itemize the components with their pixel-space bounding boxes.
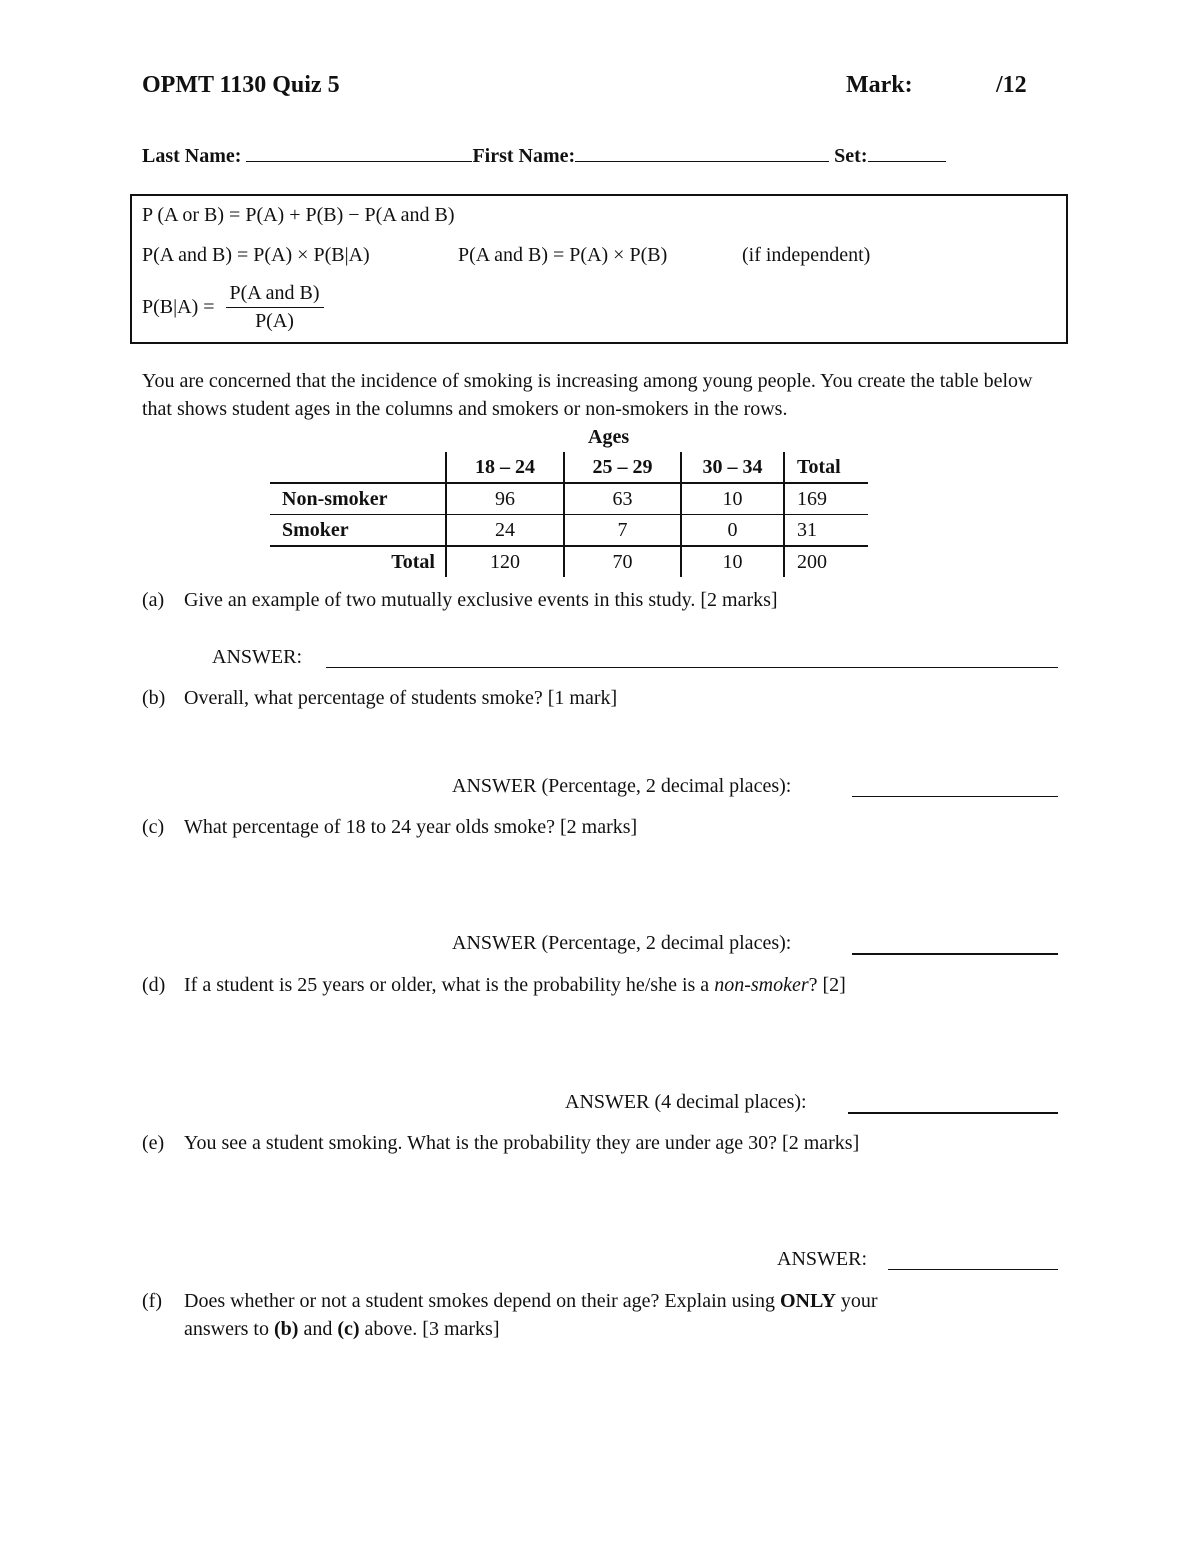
name-line [142,143,946,168]
answer-c-label: ANSWER (Percentage, 2 decimal places): [452,932,792,954]
answer-b-field[interactable] [852,796,1058,797]
quiz-title: OPMT 1130 Quiz 5 [142,72,340,98]
question-text-line1 [184,1290,878,1313]
set-label: Set: [834,145,868,167]
question-emphasis: non-smoker [714,974,809,996]
table-cell: 24 [446,515,564,547]
question-text-part: ? [2] [808,974,846,996]
last-name-field[interactable] [246,143,472,162]
question-label: (e) [142,1132,165,1154]
table-row [270,515,868,547]
table-header-cell: Total [784,452,868,483]
question-text-part: Does whether or not a student smokes depend on their age? Explain using [184,1290,780,1312]
question-text: You see a student smoking. What is the probability they are under age 30? [2 marks] [184,1132,860,1154]
formula-and-rule: P(A and B) = P(A) × P(B|A) [142,244,370,266]
table-header-cell: 18 – 24 [446,452,564,483]
table-cell: 200 [784,546,868,577]
last-name-label: Last Name: [142,145,242,167]
answer-d-label: ANSWER (4 decimal places): [565,1091,807,1113]
question-label: (b) [142,687,166,709]
formula-and-independent: P(A and B) = P(A) × P(B) [458,244,668,266]
formula-box [130,194,1068,344]
question-reference-c: (c) [337,1318,360,1340]
question-text-line2 [184,1318,499,1341]
question-text-part: and [298,1318,338,1340]
table-header-cell: 30 – 34 [681,452,784,483]
conditional-lhs: P(B|A) = [142,296,215,318]
question-text: Overall, what percentage of students smoke? [1 mark] [184,687,618,709]
intro-paragraph: You are concerned that the incidence of smoking is increasing among young people. You create the table below that shows student ages in the columns and smokers or non-smokers in the rows. [142,370,1033,420]
contingency-table [270,452,868,577]
question-label: (c) [142,816,165,838]
question-text [184,974,846,997]
table-header-cell [270,452,446,483]
table-cell: 7 [564,515,681,547]
question-label: (a) [142,589,165,611]
question-text: What percentage of 18 to 24 year olds smoke? [2 marks] [184,816,638,838]
answer-b-label: ANSWER (Percentage, 2 decimal places): [452,775,792,797]
formula-or-rule: P (A or B) = P(A) + P(B) − P(A and B) [142,204,455,226]
answer-e-field[interactable] [888,1269,1058,1270]
table-cell: 70 [564,546,681,577]
table-caption: Ages [588,426,630,448]
question-text-part: If a student is 25 years or older, what is the probability he/she is a [184,974,715,996]
question-text-part: above. [3 marks] [359,1318,500,1340]
first-name-label: First Name: [472,145,576,167]
row-label: Smoker [270,515,446,547]
conditional-fraction [226,282,324,333]
answer-d-field[interactable] [848,1112,1058,1114]
question-emphasis: ONLY [779,1290,836,1312]
answer-a-field[interactable] [326,667,1058,668]
fraction-numerator: P(A and B) [226,282,324,308]
table-cell: 10 [681,483,784,515]
row-label: Total [391,550,435,573]
table-cell: 169 [784,483,868,515]
fraction-denominator: P(A) [255,310,294,332]
formula-conditional [142,282,324,333]
first-name-field[interactable] [575,143,829,162]
question-text-part: your [835,1290,878,1312]
mark-total: /12 [996,72,1027,98]
table-cell: 96 [446,483,564,515]
formula-independent-note: (if independent) [742,244,871,266]
answer-c-field[interactable] [852,953,1058,955]
table-cell: 120 [446,546,564,577]
table-row [270,546,868,577]
table-header-cell: 25 – 29 [564,452,681,483]
question-label: (d) [142,974,166,996]
table-header-row [270,452,868,483]
question-f [142,1290,1042,1346]
table-cell: 63 [564,483,681,515]
set-field[interactable] [868,143,946,162]
table-cell: 0 [681,515,784,547]
table-cell: 10 [681,546,784,577]
question-reference-b: (b) [273,1318,299,1340]
mark-label: Mark: [846,72,913,98]
answer-a-label: ANSWER: [212,646,302,668]
question-text-part: answers to [184,1318,274,1340]
answer-e-label: ANSWER: [777,1248,867,1270]
question-text: Give an example of two mutually exclusive events in this study. [2 marks] [184,589,778,611]
row-label: Non-smoker [270,483,446,515]
table-cell: 31 [784,515,868,547]
question-label: (f) [142,1290,162,1312]
table-row [270,483,868,515]
